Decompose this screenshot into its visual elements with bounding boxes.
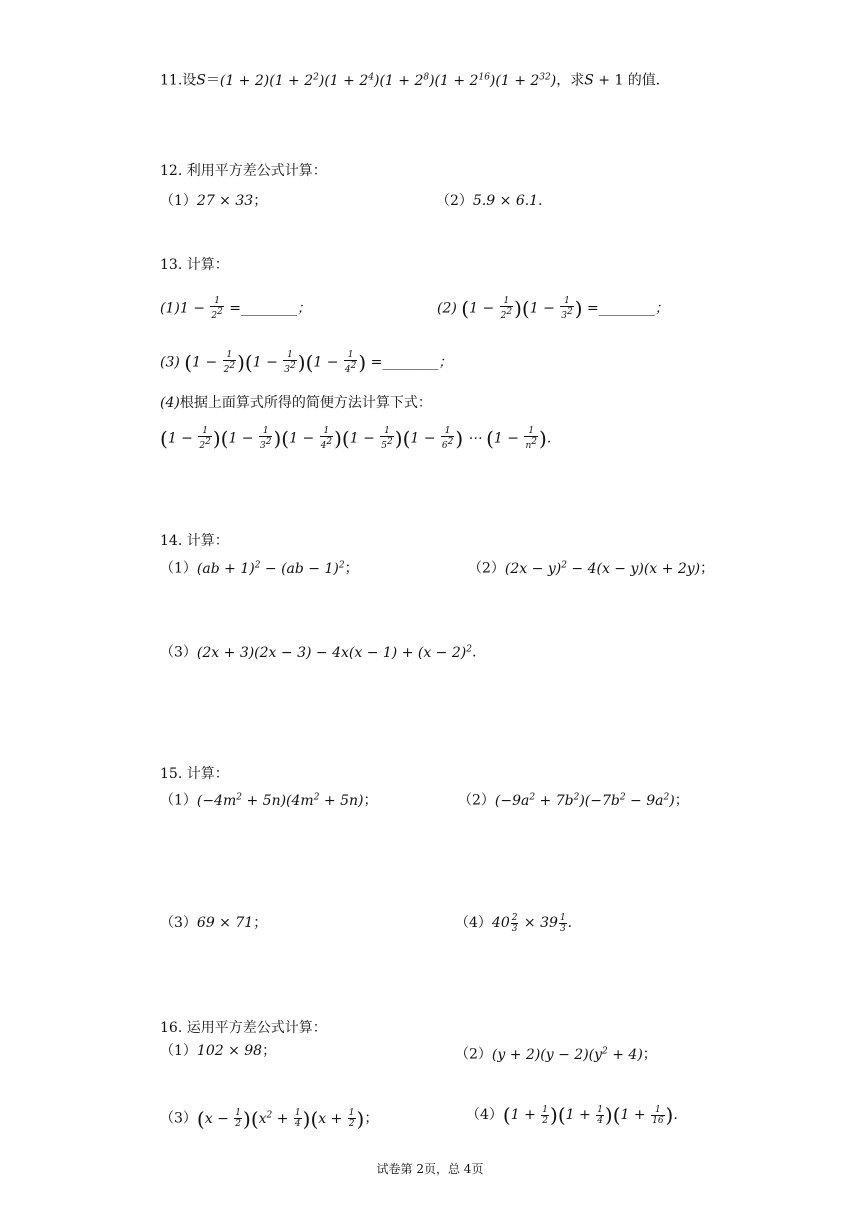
question-16-part-3: （3）(x − $\frac{1}{2}$ )($x^2$ + $\frac{1}{4}$ )(x + $\frac{1}{2}$ )； [160, 1106, 379, 1131]
question-13-part-4-title: (4)根据上面算式所得的简便方法计算下式： [160, 395, 432, 411]
question-14-title: 14. 计算： [160, 533, 229, 549]
question-13-title: 13. 计算： [160, 257, 229, 273]
question-14-part-1: （1）(ab + 1)$^2$ − (ab − 1)$^2$； [160, 560, 359, 577]
question-14-part-2: $(2)(2x - y)^2 - 4(x - y)(x + 2y)$； [468, 560, 715, 577]
page-footer: 试卷第 2页，总 4页 [376, 1162, 484, 1176]
question-13-part-2: (2) (1 − $\frac{1}{2^2}$ )(1 − $\frac{1}{3^2}$ ) =________； [437, 296, 669, 321]
question-15-part-4: （4）40 $\frac{2}{3}$ × 39 $\frac{1}{3}$ . [455, 912, 573, 934]
question-12-part-1: （1）27 × 33； [160, 193, 268, 209]
question-12-part-2: （2）5.9 × 6.1． [436, 193, 553, 209]
question-13-part-3: (3) (1 − $\frac{1}{2^2}$ )(1 − $\frac{1}{3^2}$ )(1 − $\frac{1}{4^2}$ ) =________； [160, 350, 453, 375]
question-14-part-3: $(3)(2x + 3)(2x - 3) - 4x(x - 1) + (x - 2)^2$. [160, 644, 477, 661]
question-15-part-3: （3）69 × 71； [160, 915, 268, 931]
question-15-part-1: $(1)(-4m^2 + 5n)(4m^2 + 5n)$； [160, 792, 378, 809]
question-11: 11.设$S=(1 + 2)(1 + 2^2)(1 + 2^4)(1 + 2^8)(1 + 2^{16})(1 + 2^{32})$，求S + 1 的值． [160, 72, 670, 89]
question-12-title: 12. 利用平方差公式计算： [160, 163, 327, 179]
question-15-title: 15. 计算： [160, 766, 229, 782]
question-15-part-2: $(2)(-9a^2 + 7b^2)(-7b^2 - 9a^2)$； [458, 792, 689, 809]
question-16-part-4: （4）(1 + $\frac{1}{2}$ )(1 + $\frac{1}{4}$ )(1 + $\frac{1}{16}$ ). [466, 1103, 678, 1127]
question-13-part-4: (1 − $\frac{1}{2^2}$ )(1 − $\frac{1}{3^2}$ )(1 − $\frac{1}{4^2}$ )(1 − $\frac{1}{5^2}$ )(1 − $\frac{1}{6^2}$ ) ⋯ (1 − $\frac{1}{n^2}$ ). [160, 426, 552, 451]
question-16-part-1: （1）102 × 98； [160, 1043, 277, 1059]
question-16-part-2: $(2)(y + 2)(y - 2)(y^2 + 4)$； [455, 1046, 657, 1063]
question-13-part-1: (1)1 − $\frac{1}{2^2}$ =________； [160, 296, 312, 321]
question-16-title: 16. 运用平方差公式计算： [160, 1020, 327, 1036]
